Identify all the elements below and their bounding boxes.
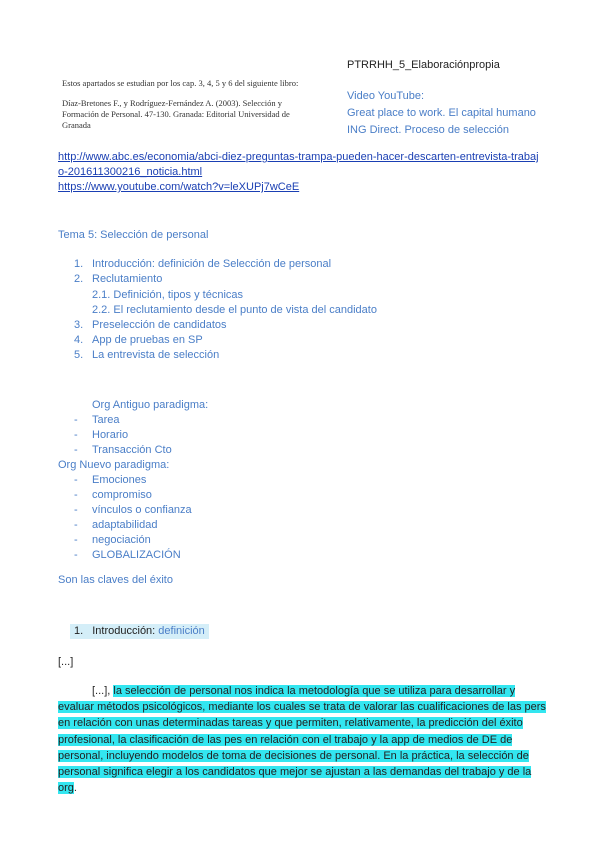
highlighted-text: la selección de personal nos indica la metodología que se utiliza para desarrollar y evaluar métodos psicológicos, mediante los cuales se trata de valorar las cualificaciones de las pers en relación con unas determinadas tareas y que permiten, relativamente, la predicción del éxito profesional, la clasificación de las pes en relación con el trabajo y la app de medios de DE de personal, incluyendo modelos de toma de decisiones de personal. En la práctica, la selección de personal significa elegir a los candidatos que mejor se ajustan a las demandas del trabajo y de la org: [58, 685, 546, 795]
tema-item-num: 2.: [74, 273, 84, 285]
org-old-item: Horario: [92, 429, 129, 441]
bullet-dash: -: [74, 489, 78, 501]
video-link-2[interactable]: ING Direct. Proceso de selección: [347, 124, 510, 136]
tema-item-num: 4.: [74, 334, 84, 346]
org-new-item: negociación: [92, 534, 151, 546]
bullet-dash: -: [74, 429, 78, 441]
links-block: [58, 150, 548, 195]
section-heading: [70, 624, 209, 639]
org-new-item: Emociones: [92, 474, 147, 486]
abc-link[interactable]: http://www.abc.es/economia/abci-diez-preguntas-trampa-pueden-hacer-descarten-entrevista-trabaj: [58, 151, 539, 163]
section-num: 1.: [74, 625, 84, 637]
claves-text: Son las claves del éxito: [58, 574, 173, 586]
org-old-item: Tarea: [92, 414, 120, 426]
definition-paragraph: [58, 683, 546, 796]
org-new-item: vínculos o confianza: [92, 504, 192, 516]
video-title: Video YouTube:: [347, 90, 425, 102]
video-link-1[interactable]: Great place to work. El capital humano: [347, 107, 536, 119]
org-new-title: Org Nuevo paradigma:: [58, 459, 170, 471]
tema-item: La entrevista de selección: [92, 349, 220, 361]
clip-line: Díaz-Bretones F., y Rodríguez-Fernández A. (2003). Selección y: [62, 98, 283, 108]
org-old-item: Transacción Cto: [92, 444, 172, 456]
tema-item: App de pruebas en SP: [92, 334, 203, 346]
tema-item-num: 1.: [74, 258, 84, 270]
bullet-dash: -: [74, 534, 78, 546]
org-new-item: adaptabilidad: [92, 519, 158, 531]
paragraph-suffix: .: [73, 782, 77, 795]
clip-line: Formación de Personal. 47-130. Granada: Editorial Universidad de: [62, 109, 290, 119]
tema-title: Tema 5: Selección de personal: [58, 229, 209, 241]
youtube-link[interactable]: https://www.youtube.com/watch?v=leXUPj7wCeE: [58, 181, 300, 193]
tema-subitem: 2.2. El reclutamiento desde el punto de vista del candidato: [92, 304, 377, 316]
bullet-dash: -: [74, 444, 78, 456]
org-new-item: GLOBALIZACIÓN: [92, 549, 181, 561]
org-old-title: Org Antiguo paradigma:: [92, 399, 209, 411]
clip-line: Granada: [62, 120, 91, 130]
bullet-dash: -: [74, 414, 78, 426]
tema-subitem: 2.1. Definición, tipos y técnicas: [92, 289, 244, 301]
tema-item: Reclutamiento: [92, 273, 163, 285]
org-new-item: compromiso: [92, 489, 152, 501]
ellipsis-text: [...]: [58, 656, 74, 668]
tema-item: Preselección de candidatos: [92, 319, 227, 331]
bullet-dash: -: [74, 504, 78, 516]
paragraph-prefix: [...],: [92, 685, 111, 697]
bullet-dash: -: [74, 474, 78, 486]
bullet-dash: -: [74, 549, 78, 561]
tema-item-num: 5.: [74, 349, 84, 361]
book-reference-clip: [62, 78, 337, 131]
clip-line: Estos apartados se estudian por los cap. 3, 4, 5 y 6 del siguiente libro:: [62, 78, 299, 88]
tema-item: Introducción: definición de Selección de personal: [92, 258, 332, 270]
section-title: Introducción:: [92, 625, 156, 637]
section-title-blue: definición: [158, 625, 205, 637]
tema-item-num: 3.: [74, 319, 84, 331]
bullet-dash: -: [74, 519, 78, 531]
doc-code: PTRRHH_5_Elaboraciónpropia: [347, 59, 500, 71]
abc-link-cont[interactable]: o-201611300216_noticia.html: [58, 166, 203, 178]
video-box: [347, 88, 536, 139]
